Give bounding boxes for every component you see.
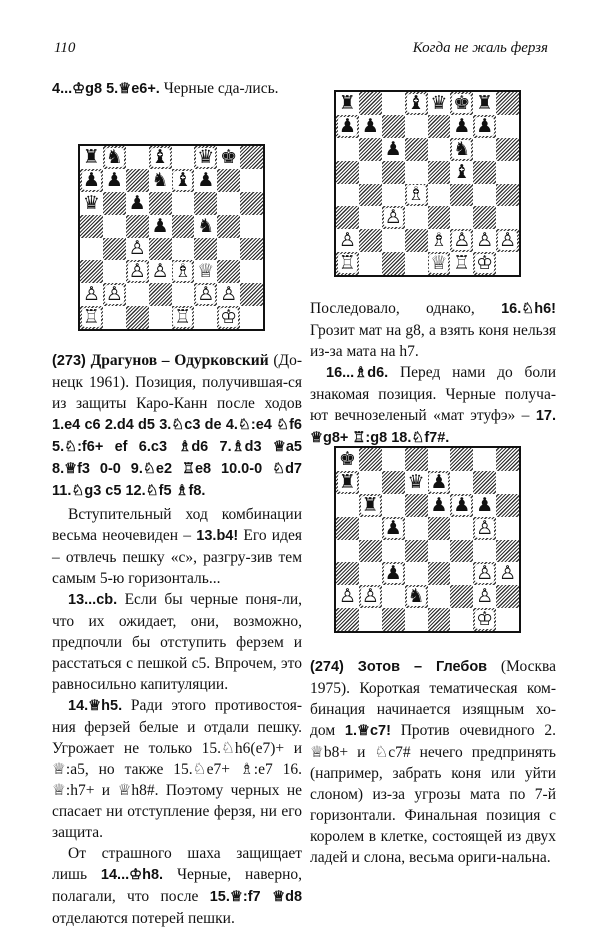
board-square [103,192,126,215]
board-square [450,115,473,138]
paragraph: От страшного шаха защищает лишь 14...♔h8. Черные, наверно, полагали, что после 15.♕:f7 ♕d8 отделаются потерей пешки. [52,845,303,927]
board-square [240,306,263,329]
board-square [80,169,103,192]
board-square [359,206,382,229]
black-piece-icon: ♟ [476,114,494,137]
board-square [382,206,405,229]
board-square [405,252,428,275]
black-piece-icon: ♜ [361,493,379,516]
paragraph: Последовало, однако, 16.♘h6! Грозит мат на g8, а взять коня нельзя из-за мата на h7. [310,300,556,360]
board-square [496,161,519,184]
white-piece-icon: ♕ [197,260,215,283]
black-piece-icon: ♝ [151,145,169,168]
board-square [382,115,405,138]
board-square [359,562,382,585]
board-square [336,92,359,115]
black-piece-icon: ♞ [151,168,169,191]
left-column [52,78,302,100]
black-piece-icon: ♞ [453,137,471,160]
black-piece-icon: ♟ [128,191,146,214]
board-square [382,448,405,471]
board-square [382,92,405,115]
black-piece-icon: ♛ [430,91,448,114]
board-square [450,585,473,608]
board-square [217,169,240,192]
board-square [80,306,103,329]
board-square [450,540,473,563]
board-square [149,260,172,283]
board-square [126,238,149,261]
board-square [336,161,359,184]
board-square [496,494,519,517]
board-square [382,184,405,207]
board-square [428,540,451,563]
white-piece-icon: ♖ [174,306,192,329]
board-square [496,585,519,608]
board-square [103,260,126,283]
paragraph: (274) Зотов – Глебов (Москва 1975). Короткая тематическая ком-бинация начинается изящным хо-дом 1.♕c7! Против очевидного 2. ♕b8+ и ♘c7# нечего предпринять (например, забрать коня или уйти слоном) из-за угрозы мата по 7-й горизонтали. Финальная позиция с королем в клетке, состоящей из двух ладей и слона, весьма ориги-нальна. [310,658,556,866]
board-square [80,283,103,306]
board-square [405,585,428,608]
board-square [496,138,519,161]
board-square [336,229,359,252]
paragraph: 14.♕h5. Ради этого противостоя-ния ферзей белые и отдали пешку. Угрожает не только 15.♘h6(e7)+ и ♕:a5, но также 15.♘e7+ ♗:e7 16. ♕:h7+ и ♕h8#. Поэтому черных не спасает ни отступление ферзя, ни его защита. [52,697,302,841]
board-square [336,517,359,540]
board-square [428,229,451,252]
board-square [473,229,496,252]
board-square [382,517,405,540]
board-square [428,494,451,517]
board-square [450,92,473,115]
white-piece-icon: ♙ [151,260,169,283]
black-piece-icon: ♟ [384,137,402,160]
board-square [336,138,359,161]
board-square [450,517,473,540]
black-piece-icon: ♝ [407,91,425,114]
board-square [240,192,263,215]
board-square [126,306,149,329]
board-square [80,215,103,238]
board-square [382,608,405,631]
board-square [359,252,382,275]
white-piece-icon: ♔ [476,252,494,275]
board-square [359,92,382,115]
board-square [336,585,359,608]
black-piece-icon: ♛ [197,145,215,168]
board-square [382,252,405,275]
board-square [172,260,195,283]
board-square [428,562,451,585]
board-square [405,229,428,252]
board-square [172,215,195,238]
board-square [428,184,451,207]
board-square [382,471,405,494]
board-square [103,215,126,238]
board-square [240,283,263,306]
board-square [382,494,405,517]
white-piece-icon: ♗ [430,229,448,252]
board-square [103,169,126,192]
board-square [473,138,496,161]
right-column-text-2 [310,656,556,868]
board-square [496,252,519,275]
board-square [428,92,451,115]
board-square [473,184,496,207]
board-square [172,306,195,329]
board-square [473,206,496,229]
black-piece-icon: ♛ [407,470,425,493]
board-square [103,238,126,261]
board-square [428,161,451,184]
board-square [194,215,217,238]
black-piece-icon: ♜ [338,470,356,493]
board-square [126,215,149,238]
black-piece-icon: ♜ [82,145,100,168]
right-column-text [310,298,556,449]
left-column-text [52,350,302,929]
black-piece-icon: ♝ [174,168,192,191]
board-square [103,146,126,169]
white-piece-icon: ♙ [128,237,146,260]
black-piece-icon: ♟ [82,168,100,191]
board-square [359,494,382,517]
black-piece-icon: ♟ [105,168,123,191]
board-square [194,283,217,306]
board-square [473,540,496,563]
board-square [80,192,103,215]
white-piece-icon: ♙ [476,516,494,539]
board-square [496,448,519,471]
black-piece-icon: ♟ [361,114,379,137]
board-square [450,448,473,471]
board-square [428,608,451,631]
board-square [405,517,428,540]
black-piece-icon: ♟ [384,562,402,585]
board-square [194,169,217,192]
board-square [359,540,382,563]
board-square [428,115,451,138]
black-piece-icon: ♟ [430,470,448,493]
board-square [496,206,519,229]
board-square [405,494,428,517]
black-piece-icon: ♚ [453,91,471,114]
board-square [149,283,172,306]
board-square [405,115,428,138]
board-square [336,562,359,585]
board-square [240,260,263,283]
page-number: 110 [54,40,76,56]
board-square [359,471,382,494]
board-square [473,115,496,138]
white-piece-icon: ♖ [82,306,100,329]
board-square [450,138,473,161]
board-square [80,238,103,261]
board-square [126,283,149,306]
board-square [172,283,195,306]
white-piece-icon: ♙ [338,229,356,252]
white-piece-icon: ♙ [499,229,517,252]
board-square [496,562,519,585]
board-square [473,494,496,517]
board-square [336,252,359,275]
board-square [382,138,405,161]
board-square [382,562,405,585]
board-square [359,184,382,207]
black-piece-icon: ♞ [407,585,425,608]
board-square [428,138,451,161]
board-square [382,161,405,184]
board-square [450,229,473,252]
board-square [450,184,473,207]
board-square [382,585,405,608]
white-piece-icon: ♙ [476,229,494,252]
black-piece-icon: ♚ [220,145,238,168]
white-piece-icon: ♙ [197,283,215,306]
board-square [359,517,382,540]
black-piece-icon: ♝ [453,160,471,183]
black-piece-icon: ♟ [384,516,402,539]
chess-diagram-274 [334,446,521,633]
board-square [126,260,149,283]
black-piece-icon: ♚ [338,447,356,470]
board-square [450,494,473,517]
white-piece-icon: ♗ [174,260,192,283]
board-square [126,146,149,169]
board-square [473,471,496,494]
black-piece-icon: ♟ [453,493,471,516]
running-title: Когда не жаль ферзя [412,40,548,56]
white-piece-icon: ♙ [105,283,123,306]
board-square [359,585,382,608]
board-square [194,260,217,283]
board-square [217,238,240,261]
board-square [149,215,172,238]
white-piece-icon: ♙ [220,283,238,306]
board-square [405,138,428,161]
black-piece-icon: ♞ [197,214,215,237]
board-square [473,161,496,184]
board-square [103,283,126,306]
board-square [496,608,519,631]
paragraph: (273) Драгунов – Одурковский (До-нецк 1961). Позиция, получившая-ся из защиты Каро-Канн после ходов 1.e4 c6 2.d4 d5 3.♘c3 de 4.♘:e4 ♘f6 5.♘:f6+ ef 6.c3 ♗d6 7.♗d3 ♕a5 8.♕f3 0-0 9.♘e2 ♖e8 10.0-0 ♘d7 11.♘g3 c5 12.♘f5 ♗f8. [52,352,303,499]
board-square [405,92,428,115]
chess-diagram-273 [78,144,265,331]
white-piece-icon: ♔ [476,608,494,631]
board-square [217,146,240,169]
board-square [428,517,451,540]
board-square [217,306,240,329]
board-square [428,252,451,275]
board-square [405,206,428,229]
paragraph: 4...♔g8 5.♕e6+. Черные сда-лись. [52,80,279,97]
black-piece-icon: ♟ [338,114,356,137]
board-square [450,252,473,275]
board-square [428,206,451,229]
board-square [149,146,172,169]
board-square [496,540,519,563]
board-square [405,184,428,207]
board-square [428,585,451,608]
board-square [336,540,359,563]
board-square [473,608,496,631]
white-piece-icon: ♙ [338,585,356,608]
board-square [80,146,103,169]
board-square [428,448,451,471]
chess-diagram-after-16 [334,90,521,277]
board-square [172,192,195,215]
board-square [496,517,519,540]
board-square [359,608,382,631]
board-square [126,169,149,192]
board-square [473,92,496,115]
board-square [359,448,382,471]
board-square [172,238,195,261]
paragraph: 16...♗d6. Перед нами до боли знакомая позиция. Черные получа-ют вечнозеленый «мат этуфэ» – 17. ♕g8+ ♖:g8 18.♘f7#. [310,364,556,446]
board-square [240,215,263,238]
board-square [496,471,519,494]
white-piece-icon: ♕ [430,252,448,275]
board-square [450,608,473,631]
white-piece-icon: ♖ [338,252,356,275]
black-piece-icon: ♟ [453,114,471,137]
white-piece-icon: ♙ [499,562,517,585]
board-square [359,115,382,138]
board-square [496,184,519,207]
white-piece-icon: ♙ [82,283,100,306]
board-square [473,448,496,471]
board-square [240,169,263,192]
white-piece-icon: ♖ [453,252,471,275]
board-square [450,206,473,229]
white-piece-icon: ♔ [220,306,238,329]
board-square [336,494,359,517]
paragraph: 13...cb. Если бы черные поня-ли, что их ожидает, они, возможно, предпочли бы отступить ферзем и расстаться с пешкой c5. Впрочем, это равносильно капитуляции. [52,591,302,693]
board-square [194,146,217,169]
board-square [336,471,359,494]
board-square [149,192,172,215]
board-square [473,517,496,540]
board-square [336,206,359,229]
white-piece-icon: ♗ [407,183,425,206]
board-square [217,260,240,283]
board-square [240,146,263,169]
black-piece-icon: ♞ [105,145,123,168]
board-square [359,229,382,252]
board-square [172,146,195,169]
board-square [217,283,240,306]
white-piece-icon: ♙ [453,229,471,252]
board-square [336,608,359,631]
board-square [194,192,217,215]
board-square [194,238,217,261]
board-square [149,238,172,261]
board-square [217,192,240,215]
board-square [450,161,473,184]
board-square [405,471,428,494]
black-piece-icon: ♜ [338,91,356,114]
board-square [450,471,473,494]
board-square [240,238,263,261]
board-square [103,306,126,329]
white-piece-icon: ♙ [128,260,146,283]
board-square [382,229,405,252]
board-square [149,306,172,329]
black-piece-icon: ♜ [476,91,494,114]
board-square [405,540,428,563]
board-square [405,562,428,585]
board-square [217,215,240,238]
board-square [428,471,451,494]
board-square [126,192,149,215]
paragraph: Вступительный ход комбинации весьма неочевиден – 13.b4! Его идея – отвлечь пешку «с», разгру-зив тем самым 5-ю горизонталь... [52,506,302,587]
board-square [473,585,496,608]
board-square [450,562,473,585]
board-square [336,115,359,138]
black-piece-icon: ♟ [151,214,169,237]
board-square [473,252,496,275]
board-square [359,138,382,161]
board-square [336,448,359,471]
board-square [336,184,359,207]
white-piece-icon: ♙ [361,585,379,608]
board-square [405,448,428,471]
board-square [405,161,428,184]
black-piece-icon: ♛ [82,191,100,214]
board-square [359,161,382,184]
board-square [382,540,405,563]
black-piece-icon: ♟ [476,493,494,516]
black-piece-icon: ♟ [197,168,215,191]
board-square [405,608,428,631]
black-piece-icon: ♟ [430,493,448,516]
white-piece-icon: ♙ [476,585,494,608]
board-square [194,306,217,329]
white-piece-icon: ♙ [384,206,402,229]
board-square [80,260,103,283]
board-square [496,115,519,138]
white-piece-icon: ♙ [476,562,494,585]
board-square [172,169,195,192]
board-square [496,229,519,252]
board-square [496,92,519,115]
board-square [473,562,496,585]
board-square [149,169,172,192]
